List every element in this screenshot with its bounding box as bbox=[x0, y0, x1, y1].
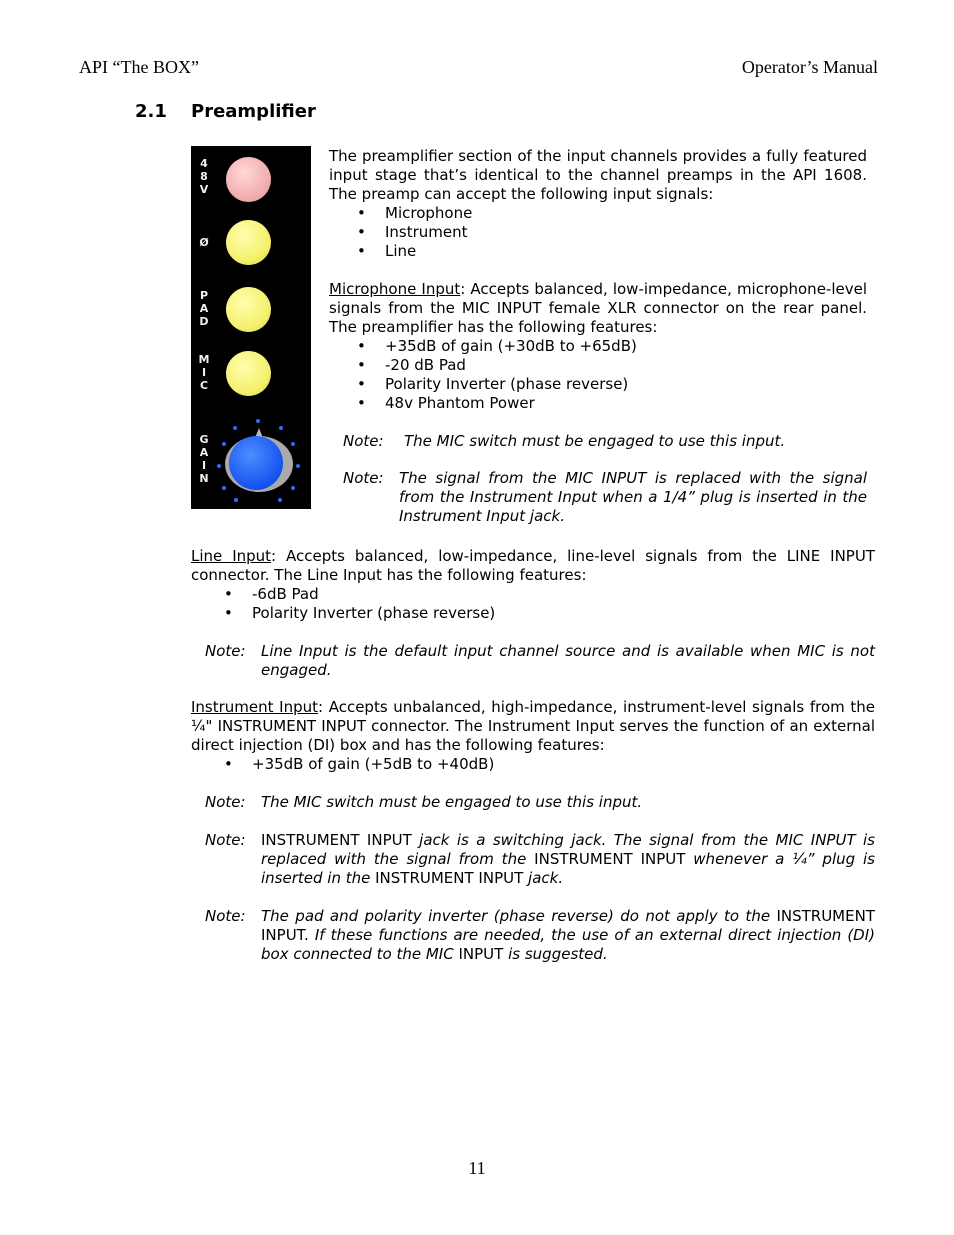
gain-tick bbox=[291, 442, 295, 446]
gain-tick bbox=[256, 419, 260, 423]
section-heading bbox=[135, 101, 316, 122]
mic-input-paragraph: Microphone Input: Accepts balanced, low-impedance, microphone-level signals from the MIC INPUT female XLR connector on the rear panel. The preamplifier has the following features: bbox=[329, 280, 868, 336]
list-item: • Microphone bbox=[357, 204, 473, 222]
gain-tick bbox=[233, 426, 237, 430]
gain-tick bbox=[279, 426, 283, 430]
gain-tick bbox=[222, 486, 226, 490]
instrument-feature-list bbox=[191, 755, 875, 774]
list-item: • -20 dB Pad bbox=[357, 356, 466, 374]
gain-tick bbox=[291, 486, 295, 490]
instrument-input-paragraph: Instrument Input: Accepts unbalanced, high-impedance, instrument-level signals from the ¼" INSTRUMENT INPUT connector. The Instrument Input serves the function of an external direct injection (DI) box and has the following features: bbox=[191, 698, 875, 754]
instrument-input-block bbox=[191, 698, 875, 774]
line-note: Note: Line Input is the default input channel source and is available when MIC is not engaged. bbox=[205, 642, 875, 679]
mic-note-2: Note: The signal from the MIC INPUT is replaced with the signal from the Instrument Input when a 1/4” plug is inserted in the Instrument Input jack. bbox=[343, 469, 867, 525]
label-mic: M I C bbox=[198, 353, 210, 392]
list-item: • Polarity Inverter (phase reverse) bbox=[224, 604, 496, 622]
label-gain: G A I N bbox=[199, 433, 209, 485]
mic-input-block bbox=[329, 280, 867, 413]
gain-tick bbox=[278, 498, 282, 502]
instrument-note-2: Note: INSTRUMENT INPUT jack is a switching jack. The signal from the MIC INPUT is replaced with the signal from the INSTRUMENT INPUT whenever a ¼” plug is inserted in the INSTRUMENT INPUT jack. bbox=[205, 831, 875, 887]
gain-tick bbox=[222, 442, 226, 446]
preamp-channel-strip-image bbox=[191, 146, 311, 509]
page-number: 11 bbox=[468, 1158, 486, 1178]
list-item: • Line bbox=[357, 242, 417, 260]
list-item: • -6dB Pad bbox=[224, 585, 319, 603]
header-manual-name: Operator’s Manual bbox=[741, 57, 878, 77]
instrument-note-1: Note: The MIC switch must be engaged to use this input. bbox=[205, 793, 643, 811]
header-title: API “The BOX” bbox=[79, 57, 199, 77]
section-number: 2.1 bbox=[135, 101, 167, 122]
gain-tick bbox=[217, 464, 221, 468]
mic-note-1: Note: The MIC switch must be engaged to use this input. bbox=[343, 432, 786, 450]
list-item: • Instrument bbox=[357, 223, 468, 241]
section-title: Preamplifier bbox=[191, 101, 316, 122]
label-pad: P A D bbox=[199, 289, 209, 328]
list-item: • Polarity Inverter (phase reverse) bbox=[357, 375, 629, 393]
mic-input-heading: Microphone Input bbox=[329, 280, 461, 298]
line-input-block bbox=[191, 547, 875, 623]
line-feature-list bbox=[191, 585, 875, 623]
intro-block bbox=[329, 147, 867, 261]
mic-feature-list bbox=[329, 337, 867, 413]
instrument-note-3: Note: The pad and polarity inverter (phase reverse) do not apply to the INSTRUMENT INPUT. If these functions are needed, the use of an external direct injection (DI) box connected to the MIC INPUT is suggested. bbox=[205, 907, 875, 963]
gain-tick bbox=[296, 464, 300, 468]
line-input-paragraph: Line Input: Accepts balanced, low-impedance, line-level signals from the LINE INPUT connector. The Line Input has the following features: bbox=[191, 547, 875, 584]
input-signal-list bbox=[329, 204, 867, 261]
48v-button bbox=[226, 157, 271, 202]
list-item: • +35dB of gain (+5dB to +40dB) bbox=[224, 755, 495, 773]
phase-button bbox=[226, 220, 271, 265]
line-input-heading: Line Input bbox=[191, 547, 272, 565]
intro-paragraph: The preamplifier section of the input channels provides a fully featured input stage that’s identical to the channel preamps in the API 1608. The preamp can accept the following input signals: bbox=[329, 147, 867, 203]
gain-tick bbox=[234, 498, 238, 502]
pad-button bbox=[226, 287, 271, 332]
list-item: • 48v Phantom Power bbox=[357, 394, 535, 412]
label-48v: 4 8 V bbox=[199, 157, 209, 196]
instrument-input-heading: Instrument Input bbox=[191, 698, 319, 716]
label-phase: Ø bbox=[199, 236, 209, 249]
list-item: • +35dB of gain (+30dB to +65dB) bbox=[357, 337, 637, 355]
mic-button bbox=[226, 351, 271, 396]
gain-knob bbox=[229, 436, 283, 490]
